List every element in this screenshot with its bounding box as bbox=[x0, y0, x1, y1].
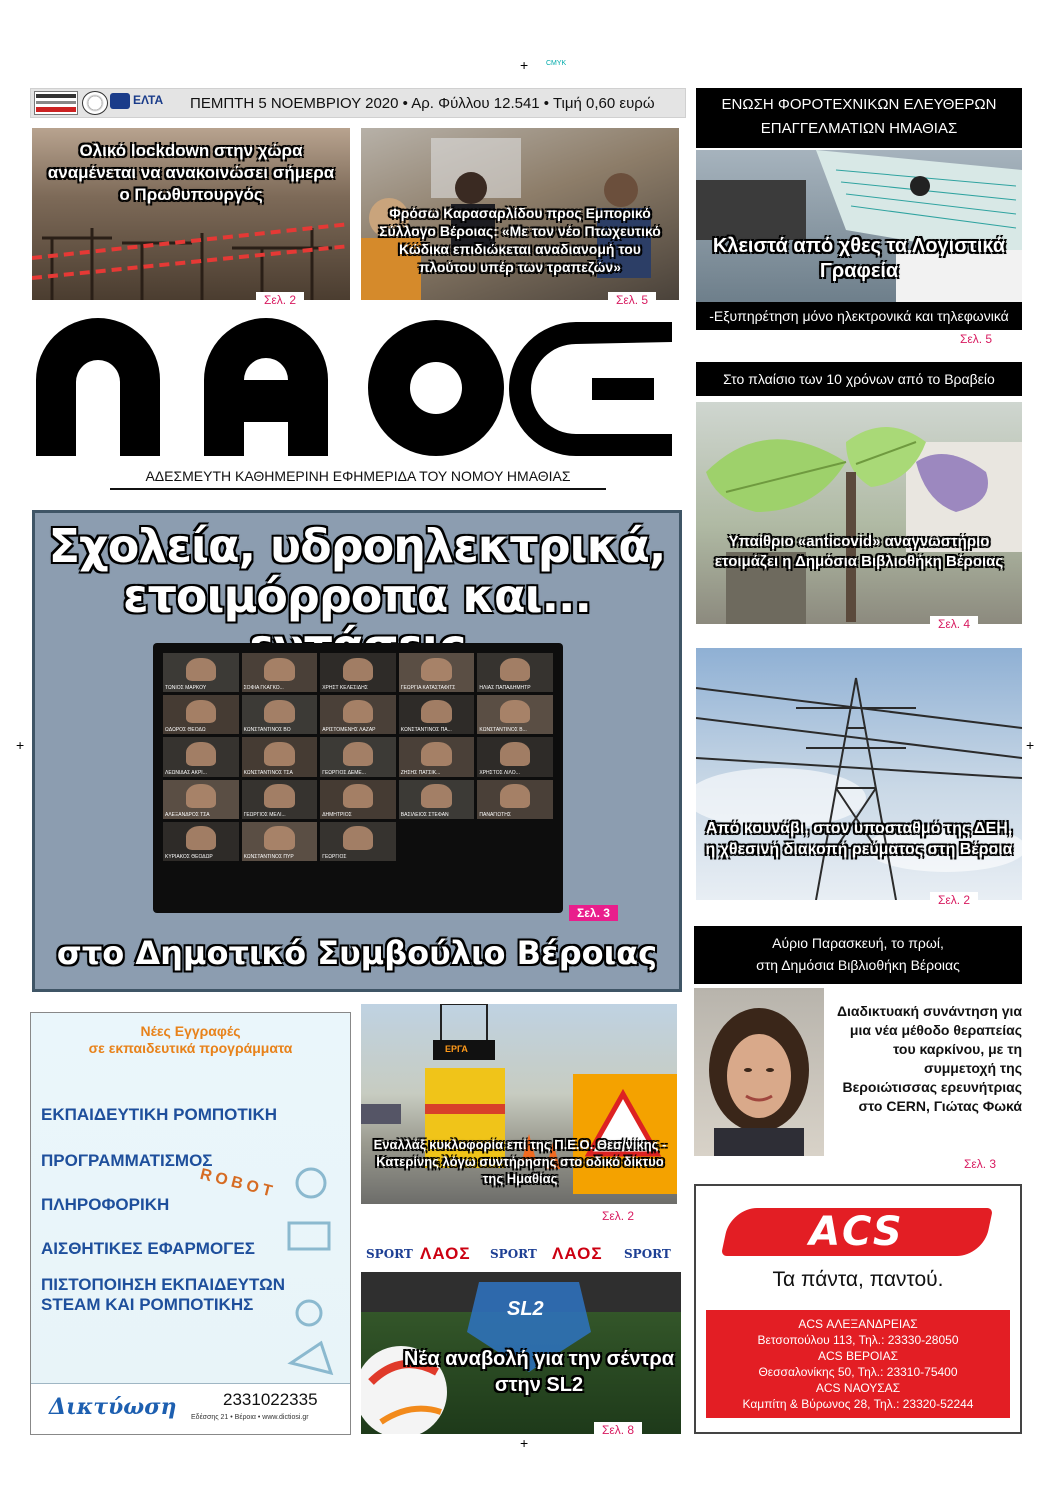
accountants-headline: Κλειστά από χθες τα Λογιστικά Γραφεία bbox=[712, 235, 1006, 282]
participant-avatar bbox=[500, 700, 530, 724]
participant-name: ΧΡΗΣΤ ΚΕΛΕΣΙΔΗΣ bbox=[322, 685, 368, 692]
accountants-banner: ΕΝΩΣΗ ΦΟΡΟΤΕΧΝΙΚΩΝ ΕΛΕΥΘΕΡΩΝ ΕΠΑΓΓΕΛΜΑΤΙΩΝ ΗΜΑΘΙΑΣ bbox=[696, 88, 1022, 148]
karasarlidou-story bbox=[361, 128, 679, 300]
dateline: ΠΕΜΠΤΗ 5 ΝΟΕΜΒΡΙΟΥ 2020 • Αρ. Φύλλου 12.541 • Τιμή 0,60 ευρώ bbox=[190, 95, 655, 112]
acs-branch-name: ACS ΑΛΕΞΑΝΔΡΕΙΑΣ bbox=[798, 1317, 918, 1331]
video-tile bbox=[163, 695, 239, 734]
participant-avatar bbox=[186, 826, 216, 850]
video-tile bbox=[242, 780, 318, 819]
participant-avatar bbox=[421, 700, 451, 724]
video-tile bbox=[242, 737, 318, 776]
participant-avatar bbox=[186, 784, 216, 807]
karasarlidou-page-ref[interactable]: Σελ. 5 bbox=[608, 292, 656, 308]
participant-name: ΗΛΙΑΣ ΠΑΠΑΔΗΜΗΤΡ bbox=[479, 685, 531, 692]
robot-logo: ROBOT bbox=[198, 1165, 278, 1202]
video-tile bbox=[399, 737, 475, 776]
main-story bbox=[32, 510, 682, 992]
traffic-page-ref[interactable]: Σελ. 2 bbox=[594, 1208, 642, 1224]
participant-name: ΖΗΣΗΣ ΠΑΤΣΙΚ... bbox=[400, 769, 441, 776]
participant-name: ΚΩΝΣΤΑΝΤΙΝΟΣ ΠΥΡ bbox=[243, 853, 294, 860]
video-tile bbox=[477, 695, 553, 734]
acs-branch-name: ACS ΝΑΟΥΣΑΣ bbox=[815, 1381, 901, 1395]
main-headline: Σχολεία, υδροηλεκτρικά, ετοιμόρροπα και... bbox=[48, 519, 666, 623]
accountants-subline: -Εξυπηρέτηση μόνο ηλεκτρονικά και τηλεφωνικά bbox=[696, 302, 1022, 330]
tagline: ΑΔΕΣΜΕΥΤΗ ΚΑΘΗΜΕΡΙΝΗ ΕΦΗΜΕΡΙΔΑ ΤΟΥ ΝΟΜΟΥ ΗΜΑΘΙΑΣ bbox=[110, 468, 606, 490]
chamber-seal-icon bbox=[82, 91, 108, 115]
cern-banner: Αύριο Παρασκευή, το πρωί, στη Δημόσια Βιβλιοθήκη Βέροιας bbox=[694, 926, 1022, 984]
participant-name: ΛΕΩΝΙΔΑΣ ΑΚΡΙ... bbox=[165, 769, 207, 776]
karasarlidou-headline: Φρόσω Καρασαρλίδου προς Εμπορικό Σύλλογο Βέροιας: «Με τον νέο Πτωχευτικό Κώδικα επιδιώκεται αναδιανομή του πλούτου υπέρ των τραπεζών» bbox=[379, 205, 661, 275]
participant-name: ΚΩΝΣΤΑΝΤΙΝΟΣ ΠΑ... bbox=[400, 727, 452, 734]
participant-name: ΚΩΝΣΤΑΝΤΙΝΟΣ Β... bbox=[479, 727, 527, 734]
participant-name: ΤΩΝΙΟΣ ΜΑΡΚΟΥ bbox=[165, 685, 207, 692]
participant-name: ΔΗΜΗΤΡΙΟΣ bbox=[322, 811, 352, 818]
participant-avatar bbox=[343, 658, 373, 681]
participant-name: ΣΟΦΙΑ ΓΚΑΓΚΟ... bbox=[243, 685, 284, 692]
main-page-ref[interactable]: Σελ. 3 bbox=[569, 905, 618, 921]
ad-item-certification: ΠΙΣΤΟΠΟΙΗΣΗ ΕΚΠΑΙΔΕΥΤΩΝ STEAM ΚΑΙ ΡΟΜΠΟΤΙΚΗΣ bbox=[41, 1275, 285, 1314]
participant-avatar bbox=[186, 700, 216, 724]
ad-item-informatics: ΠΛΗΡΟΦΟΡΙΚΗ bbox=[41, 1195, 170, 1214]
sport-story bbox=[361, 1272, 681, 1434]
newspaper-logo bbox=[36, 318, 676, 460]
traffic-headline: Εναλλάξ κυκλοφορία επί της Π.Ε.Ο. Θεσ/νίκης - Κατερίνης λόγω συντήρησης στο οδικό δίκτυο της Ημαθίας bbox=[373, 1137, 667, 1186]
video-tile bbox=[399, 653, 475, 692]
cern-headline: Διαδικτυακή συνάντηση για μια νέα μέθοδο θεραπείας του καρκίνου, με τη συμμετοχή της Βεροιώτισσας ερευνήτριας στο CERN, Γιώτας Φωκά bbox=[836, 1003, 1022, 1114]
video-tile bbox=[477, 653, 553, 692]
participant-name: ΠΑΝΑΓΙΩΤΗΣ bbox=[479, 811, 511, 818]
video-tile bbox=[320, 695, 396, 734]
participant-name: ΓΕΩΡΓΙΑ ΚΑΤΑΣΤΑΦΙΤΣ bbox=[400, 685, 456, 692]
participant-name: ΓΕΩΡΓΙΟΣ ΜΕΛΙ... bbox=[243, 811, 286, 818]
sport-headline: Νέα αναβολή για την σέντρα στην SL2 bbox=[403, 1348, 675, 1396]
cmyk-mark: CMYK bbox=[546, 60, 567, 67]
sl2-badge: SL2 bbox=[507, 1298, 544, 1320]
acs-branch-name: ACS ΒΕΡΟΙΑΣ bbox=[817, 1349, 899, 1363]
participant-name: ΒΑΣΙΛΕΙΟΣ ΣΤΕΦΑΝ bbox=[400, 811, 449, 818]
participant-avatar bbox=[264, 784, 294, 807]
registration-mark-top: + bbox=[520, 57, 529, 73]
participant-avatar bbox=[264, 658, 294, 681]
sport-strip bbox=[366, 1244, 678, 1266]
sport-label: SPORT bbox=[490, 1247, 537, 1261]
accountants-page-ref[interactable]: Σελ. 5 bbox=[952, 331, 1000, 347]
elta-postal-logo: ΕΛΤΑ bbox=[110, 93, 180, 113]
video-tile bbox=[163, 822, 239, 861]
participant-avatar bbox=[421, 658, 451, 681]
participant-avatar bbox=[264, 700, 294, 724]
participant-avatar bbox=[264, 742, 294, 766]
video-tile bbox=[477, 737, 553, 776]
sport-label: SPORT bbox=[624, 1247, 671, 1261]
participant-avatar bbox=[343, 826, 373, 850]
video-tile bbox=[320, 653, 396, 692]
diktyosi-address: Εδέσσης 21 • Βέροια • www.dictiosi.gr bbox=[191, 1414, 309, 1421]
participant-name: ΑΡΙΣΤΟΜΕΝΗΣ ΛΑΖΑΡ bbox=[322, 727, 376, 734]
lockdown-story bbox=[32, 128, 350, 300]
traffic-story bbox=[361, 1004, 677, 1204]
lockdown-headline: Ολικό lockdown στην χώρα αναμένεται να ανακοινώσει σήμερα ο Πρωθυπουργός bbox=[47, 141, 335, 204]
video-tile bbox=[163, 780, 239, 819]
participant-avatar bbox=[421, 742, 451, 766]
roadworks-sign: ΕΡΓΑ bbox=[445, 1044, 468, 1054]
participant-avatar bbox=[186, 658, 216, 681]
video-tile bbox=[477, 780, 553, 819]
diktyosi-brand: Δικτύωση bbox=[49, 1394, 177, 1420]
registration-mark-bottom: + bbox=[520, 1435, 529, 1451]
video-conference-screen bbox=[153, 643, 563, 913]
lockdown-page-ref[interactable]: Σελ. 2 bbox=[256, 292, 304, 308]
publisher-union-logo bbox=[34, 91, 78, 115]
ad-title: Νέες Εγγραφές σε εκπαιδευτικά προγράμματα bbox=[88, 1023, 293, 1056]
sport-logo: ΛΑΟΣ bbox=[420, 1244, 471, 1263]
participant-avatar bbox=[343, 700, 373, 724]
participant-name: ΧΡΗΣΤΟΣ ΛΙΛΟ... bbox=[479, 769, 520, 776]
participant-name: ΓΕΩΡΓΙΟΣ bbox=[322, 853, 347, 860]
power-cut-story bbox=[696, 648, 1022, 900]
video-tile bbox=[320, 737, 396, 776]
video-tile bbox=[320, 822, 396, 861]
library-page-ref[interactable]: Σελ. 4 bbox=[930, 616, 978, 632]
sport-label: SPORT bbox=[366, 1247, 413, 1261]
cern-page-ref[interactable]: Σελ. 3 bbox=[956, 1156, 1004, 1172]
participant-name: ΚΥΡΙΑΚΟΣ ΘΕΟΔΩΡ bbox=[165, 853, 213, 860]
video-tile bbox=[163, 653, 239, 692]
participant-name: ΓΕΩΡΓΙΟΣ ΔΕΜΕ... bbox=[322, 769, 366, 776]
registration-mark-left: + bbox=[16, 737, 25, 753]
library-headline: Υπαίθριο «anticovid» αναγνωστήριο ετοιμάζει η Δημόσια Βιβλιοθήκη Βέροιας bbox=[714, 533, 1004, 570]
acs-ad[interactable] bbox=[694, 1184, 1022, 1434]
diktyosi-ad[interactable] bbox=[30, 1012, 351, 1435]
video-tile bbox=[163, 737, 239, 776]
participant-avatar bbox=[186, 742, 216, 766]
ad-item-programming: ΠΡΟΓΡΑΜΜΑΤΙΣΜΟΣ bbox=[41, 1151, 213, 1170]
diktyosi-phone[interactable]: 2331022335 bbox=[223, 1390, 318, 1409]
acs-brand: ACS bbox=[809, 1209, 905, 1255]
participant-name: ΚΩΝΣΤΑΝΤΙΝΟΣ ΒΟ bbox=[243, 727, 291, 734]
participant-avatar bbox=[500, 784, 530, 807]
participant-avatar bbox=[500, 742, 530, 766]
participant-avatar bbox=[343, 742, 373, 766]
participant-avatar bbox=[343, 784, 373, 807]
video-tile bbox=[242, 695, 318, 734]
sport-logo: ΛΑΟΣ bbox=[552, 1244, 603, 1263]
main-footer-headline: στο Δημοτικό Συμβούλιο Βέροιας bbox=[56, 934, 658, 972]
participant-avatar bbox=[421, 784, 451, 807]
participant-name: ΚΩΝΣΤΑΝΤΙΝΟΣ ΤΣΑ bbox=[243, 769, 293, 776]
acs-slogan: Τα πάντα, παντού. bbox=[772, 1268, 944, 1291]
ad-item-robotics: ΕΚΠΑΙΔΕΥΤΙΚΗ ΡΟΜΠΟΤΙΚΗ bbox=[41, 1105, 278, 1124]
power-cut-page-ref[interactable]: Σελ. 2 bbox=[930, 892, 978, 908]
acs-branch-address: Βετσοπούλου 113, Τηλ.: 23330-28050 bbox=[757, 1333, 959, 1347]
participant-avatar bbox=[500, 658, 530, 681]
library-story bbox=[696, 402, 1022, 624]
acs-branch-address: Καμπίτη & Βύρωνος 28, Τηλ.: 23320-52244 bbox=[742, 1397, 974, 1411]
participant-name: ΩΔΩΡΟΣ ΘΕΟΔΩ bbox=[165, 727, 206, 734]
video-tile bbox=[320, 780, 396, 819]
ad-footer bbox=[31, 1383, 350, 1435]
registration-mark-right: + bbox=[1026, 737, 1035, 753]
library-banner: Στο πλαίσιο των 10 χρόνων από το Βραβείο bbox=[696, 362, 1022, 396]
researcher-photo bbox=[694, 988, 824, 1156]
accountants-story bbox=[696, 150, 1022, 302]
power-cut-headline: Από κουνάβι, στον υποσταθμό της ΔΕΗ, η χθεσινή διακοπή ρεύματος στη Βέροια bbox=[705, 820, 1013, 858]
gear-icon bbox=[281, 1163, 347, 1393]
participant-name: ΑΛΕΞΑΝΔΡΟΣ ΤΣΑ bbox=[165, 811, 210, 818]
sport-page-ref[interactable]: Σελ. 8 bbox=[594, 1422, 642, 1438]
acs-branch-address: Θεσσαλονίκης 50, Τηλ.: 23310-75400 bbox=[758, 1365, 958, 1379]
participant-avatar bbox=[264, 826, 294, 850]
video-tile bbox=[399, 695, 475, 734]
video-tile bbox=[242, 653, 318, 692]
ad-item-aesthetics: ΑΙΣΘΗΤΙΚΕΣ ΕΦΑΡΜΟΓΕΣ bbox=[41, 1239, 255, 1258]
video-tile bbox=[242, 822, 318, 861]
video-tile bbox=[399, 780, 475, 819]
acs-branches bbox=[706, 1310, 1010, 1418]
